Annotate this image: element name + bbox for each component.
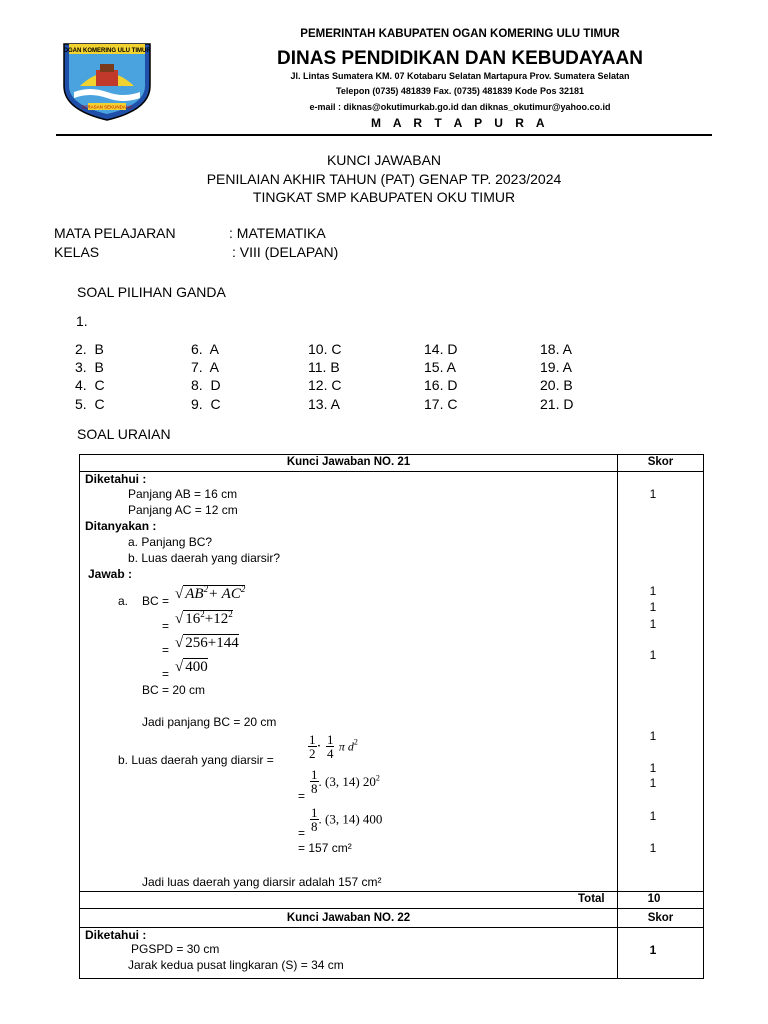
formula-eighth-314-400: $\frac{1}{8}$ . (3, 14) 400 [311, 805, 383, 834]
answer-item: 6. A [191, 341, 220, 357]
table21-border-top [79, 454, 704, 455]
table21-total-line [79, 891, 704, 892]
score-value: 1 [649, 809, 657, 823]
table21-bottom-line [79, 908, 704, 909]
table22-bottom-border [79, 978, 704, 979]
svg-text:SERASAN SEKUNDANG: SERASAN SEKUNDANG [81, 104, 133, 110]
score-value: 1 [649, 487, 657, 501]
answer-item: 15. A [424, 359, 456, 375]
score-value: 1 [649, 617, 657, 631]
score-value: 1 [649, 584, 657, 598]
eq-sign-4: = [298, 789, 306, 803]
formula-eighth-314-20sq: $\frac{1}{8}$ . (3, 14) $20^2$ [311, 767, 380, 796]
kop-government-line: PEMERINTAH KABUPATEN OGAN KOMERING ULU TIMUR [300, 28, 620, 40]
score-value: 1 [649, 841, 657, 855]
doc-title: KUNCI JAWABAN [326, 152, 442, 168]
answer-item: 9. C [191, 396, 221, 412]
svg-text:OGAN KOMERING ULU TIMUR: OGAN KOMERING ULU TIMUR [63, 48, 151, 54]
luas-result: = 157 cm² [298, 841, 352, 855]
answer-item: 2. B [75, 341, 104, 357]
answer-item: 8. D [191, 377, 221, 393]
formula-quarter-pi-d2: $\frac{1}{2}$ · $\frac{1}{4}$ π $d^2$ [309, 732, 358, 761]
class-value: : VIII (DELAPAN) [232, 244, 339, 260]
known-distance: Jarak kedua pusat lingkaran (S) = 34 cm [128, 958, 344, 972]
table21-score-header: Skor [647, 456, 674, 468]
answer-item: 3. B [75, 359, 104, 375]
formula-sqrt-256-144: √ 256+144 [175, 635, 239, 651]
multiple-choice-heading: SOAL PILIHAN GANDA [77, 284, 226, 300]
answer-item: 4. C [75, 377, 105, 393]
score-value: 1 [649, 648, 657, 662]
answer-item: 7. A [191, 359, 220, 375]
table21-left-border [79, 454, 80, 909]
eq-sign-2: = [162, 643, 170, 657]
bc-result: BC = 20 cm [142, 683, 206, 697]
asked-a: a. Panjang BC? [128, 535, 213, 549]
kop-agency-name: DINAS PENDIDIKAN DAN KEBUDAYAAN [277, 48, 643, 69]
bc-conclusion: Jadi panjang BC = 20 cm [142, 715, 277, 729]
kop-email: e-mail : diknas@okutimurkab.go.id dan diknas_okutimur@yahoo.co.id [309, 102, 611, 112]
answer-label: Jawab : [88, 567, 133, 581]
answer-item: 16. D [424, 377, 458, 393]
subject-label: MATA PELAJARAN [54, 225, 176, 241]
part-a-label: a. [118, 594, 129, 608]
subject-value: : MATEMATIKA [229, 225, 326, 241]
answer-item: 19. A [540, 359, 572, 375]
score-value: 1 [649, 729, 657, 743]
answer-item: 12. C [308, 377, 342, 393]
known-ac: Panjang AC = 12 cm [128, 503, 238, 517]
eq-sign-5: = [298, 826, 306, 840]
score-value: 1 [649, 600, 657, 614]
answer-item: 18. A [540, 341, 572, 357]
answer-1: 1. [76, 313, 88, 329]
total-value: 10 [647, 893, 661, 905]
ogan-komering-ulu-timur-emblem [60, 40, 154, 122]
kop-phone: Telepon (0735) 481839 Fax. (0735) 481839 Kode Pos 32181 [336, 86, 584, 96]
asked-b: b. Luas daerah yang diarsir? [128, 551, 281, 565]
answer-item: 21. D [540, 396, 574, 412]
kop-divider [56, 134, 712, 136]
table22-right-border [703, 909, 704, 979]
table21-header-line [79, 471, 704, 472]
doc-level: TINGKAT SMP KABUPATEN OKU TIMUR [252, 189, 516, 205]
total-label: Total [578, 893, 605, 905]
answer-item: 17. C [424, 396, 458, 412]
known-pgspd: PGSPD = 30 cm [131, 942, 220, 956]
formula-sqrt-400: √ 400 [175, 659, 208, 675]
answer-item: 10. C [308, 341, 342, 357]
table22-header: Kunci Jawaban NO. 22 [286, 912, 411, 924]
eq-sign-3: = [162, 667, 170, 681]
kop-address: Jl. Lintas Sumatera KM. 07 Kotabaru Selatan Martapura Prov. Sumatera Selatan [290, 71, 630, 81]
score-value: 1 [649, 761, 657, 775]
bc-equals: BC = [142, 594, 170, 608]
formula-sqrt-ab-ac: √ $AB^2+ AC^2$ [175, 584, 246, 602]
essay-heading: SOAL URAIAN [77, 426, 171, 442]
doc-subtitle: PENILAIAN AKHIR TAHUN (PAT) GENAP TP. 2023/2024 [206, 171, 562, 187]
table21-header: Kunci Jawaban NO. 21 [286, 456, 411, 468]
table21-right-border [703, 454, 704, 909]
kop-city: M A R T A P U R A [370, 116, 550, 130]
table22-score-header: Skor [647, 912, 674, 924]
luas-conclusion: Jadi luas daerah yang diarsir adalah 157 cm² [142, 875, 382, 889]
known-ab: Panjang AB = 16 cm [128, 487, 238, 501]
table22-header-line [79, 927, 704, 928]
answer-item: 13. A [308, 396, 340, 412]
asked-label: Ditanyakan : [85, 519, 157, 533]
answer-item: 20. B [540, 377, 573, 393]
known-label-22: Diketahui : [85, 928, 147, 942]
answer-item: 11. B [308, 359, 340, 375]
part-b-label: b. Luas daerah yang diarsir = [118, 753, 274, 767]
eq-sign-1: = [162, 619, 170, 633]
answer-item: 14. D [424, 341, 458, 357]
class-label: KELAS [54, 244, 100, 260]
score-22-1: 1 [649, 943, 657, 957]
answer-item: 5. C [75, 396, 105, 412]
formula-sqrt-16-12: √ $16^2+12^2$ [175, 609, 233, 627]
known-label: Diketahui : [85, 472, 147, 486]
score-value: 1 [649, 776, 657, 790]
